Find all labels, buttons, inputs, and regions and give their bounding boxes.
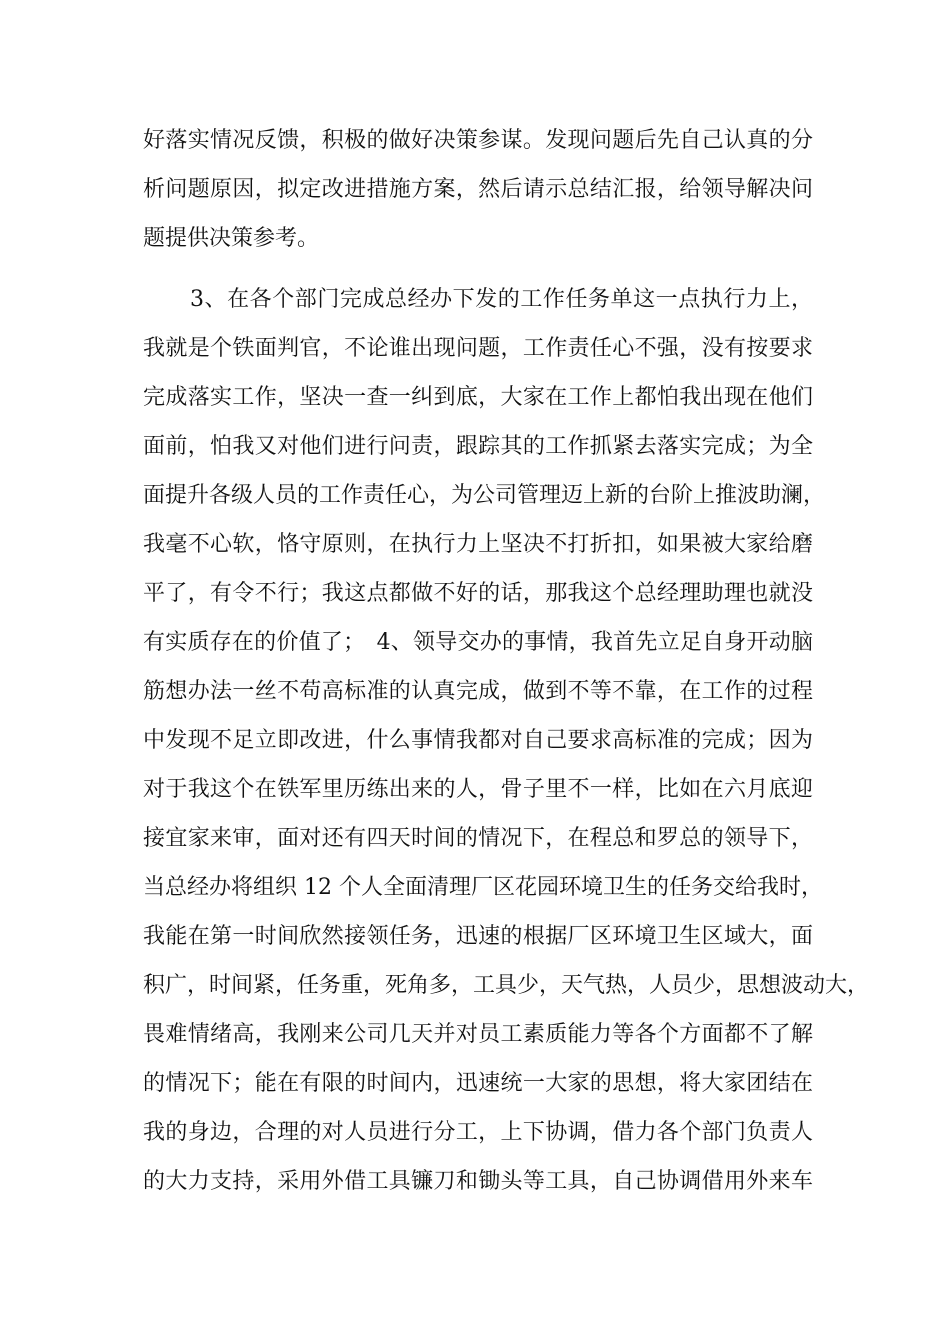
paragraph-2-line-2: 我就是个铁面判官，不论谁出现问题，工作责任心不强，没有按要求 [143, 336, 813, 361]
paragraph-1-line-2: 析问题原因，拟定改进措施方案，然后请示总结汇报，给领导解决问 [143, 177, 813, 202]
paragraph-1-line-3: 题提供决策参考。 [143, 226, 320, 251]
paragraph-2-line-3: 完成落实工作，坚决一查一纠到底，大家在工作上都怕我出现在他们 [143, 385, 813, 410]
paragraph-2-line-19: 的大力支持，采用外借工具镰刀和锄头等工具，自己协调借用外来车 [143, 1169, 813, 1194]
paragraph-2-line-5: 面提升各级人员的工作责任心，为公司管理迈上新的台阶上推波助澜， [143, 483, 826, 508]
paragraph-2-line-14: 我能在第一时间欣然接领任务，迅速的根据厂区环境卫生区域大，面 [143, 924, 813, 949]
paragraph-2-line-10: 中发现不足立即改进，什么事情我都对自己要求高标准的完成；因为 [143, 728, 813, 753]
paragraph-2-line-8: 有实质存在的价值了； 4、领导交办的事情，我首先立足自身开动脑 [143, 630, 813, 655]
paragraph-2-line-7: 平了，有令不行；我这点都做不好的话，那我这个总经理助理也就没 [143, 581, 813, 606]
paragraph-1-line-1: 好落实情况反馈，积极的做好决策参谋。发现问题后先自己认真的分 [143, 128, 813, 153]
paragraph-2-line-15: 积广，时间紧，任务重，死角多，工具少，天气热，人员少，思想波动大， [143, 973, 870, 998]
paragraph-2-line-9: 筋想办法一丝不苟高标准的认真完成，做到不等不靠，在工作的过程 [143, 679, 813, 704]
paragraph-2-line-16: 畏难情绪高，我刚来公司几天并对员工素质能力等各个方面都不了解 [143, 1022, 813, 1047]
paragraph-2-line-13: 当总经办将组织 12 个人全面清理厂区花园环境卫生的任务交给我时， [143, 875, 823, 900]
paragraph-2-line-17: 的情况下；能在有限的时间内，迅速统一大家的思想，将大家团结在 [143, 1071, 813, 1096]
paragraph-2-line-6: 我毫不心软，恪守原则，在执行力上坚决不打折扣，如果被大家给磨 [143, 532, 813, 557]
paragraph-2-line-18: 我的身边，合理的对人员进行分工，上下协调，借力各个部门负责人 [143, 1120, 813, 1145]
paragraph-2-line-12: 接宜家来审，面对还有四天时间的情况下，在程总和罗总的领导下， [143, 826, 813, 851]
paragraph-2-line-1: 3、在各个部门完成总经办下发的工作任务单这一点执行力上， [190, 287, 813, 312]
paragraph-2-line-4: 面前，怕我又对他们进行问责，跟踪其的工作抓紧去落实完成；为全 [143, 434, 813, 459]
paragraph-2-line-11: 对于我这个在铁军里历练出来的人，骨子里不一样，比如在六月底迎 [143, 777, 813, 802]
